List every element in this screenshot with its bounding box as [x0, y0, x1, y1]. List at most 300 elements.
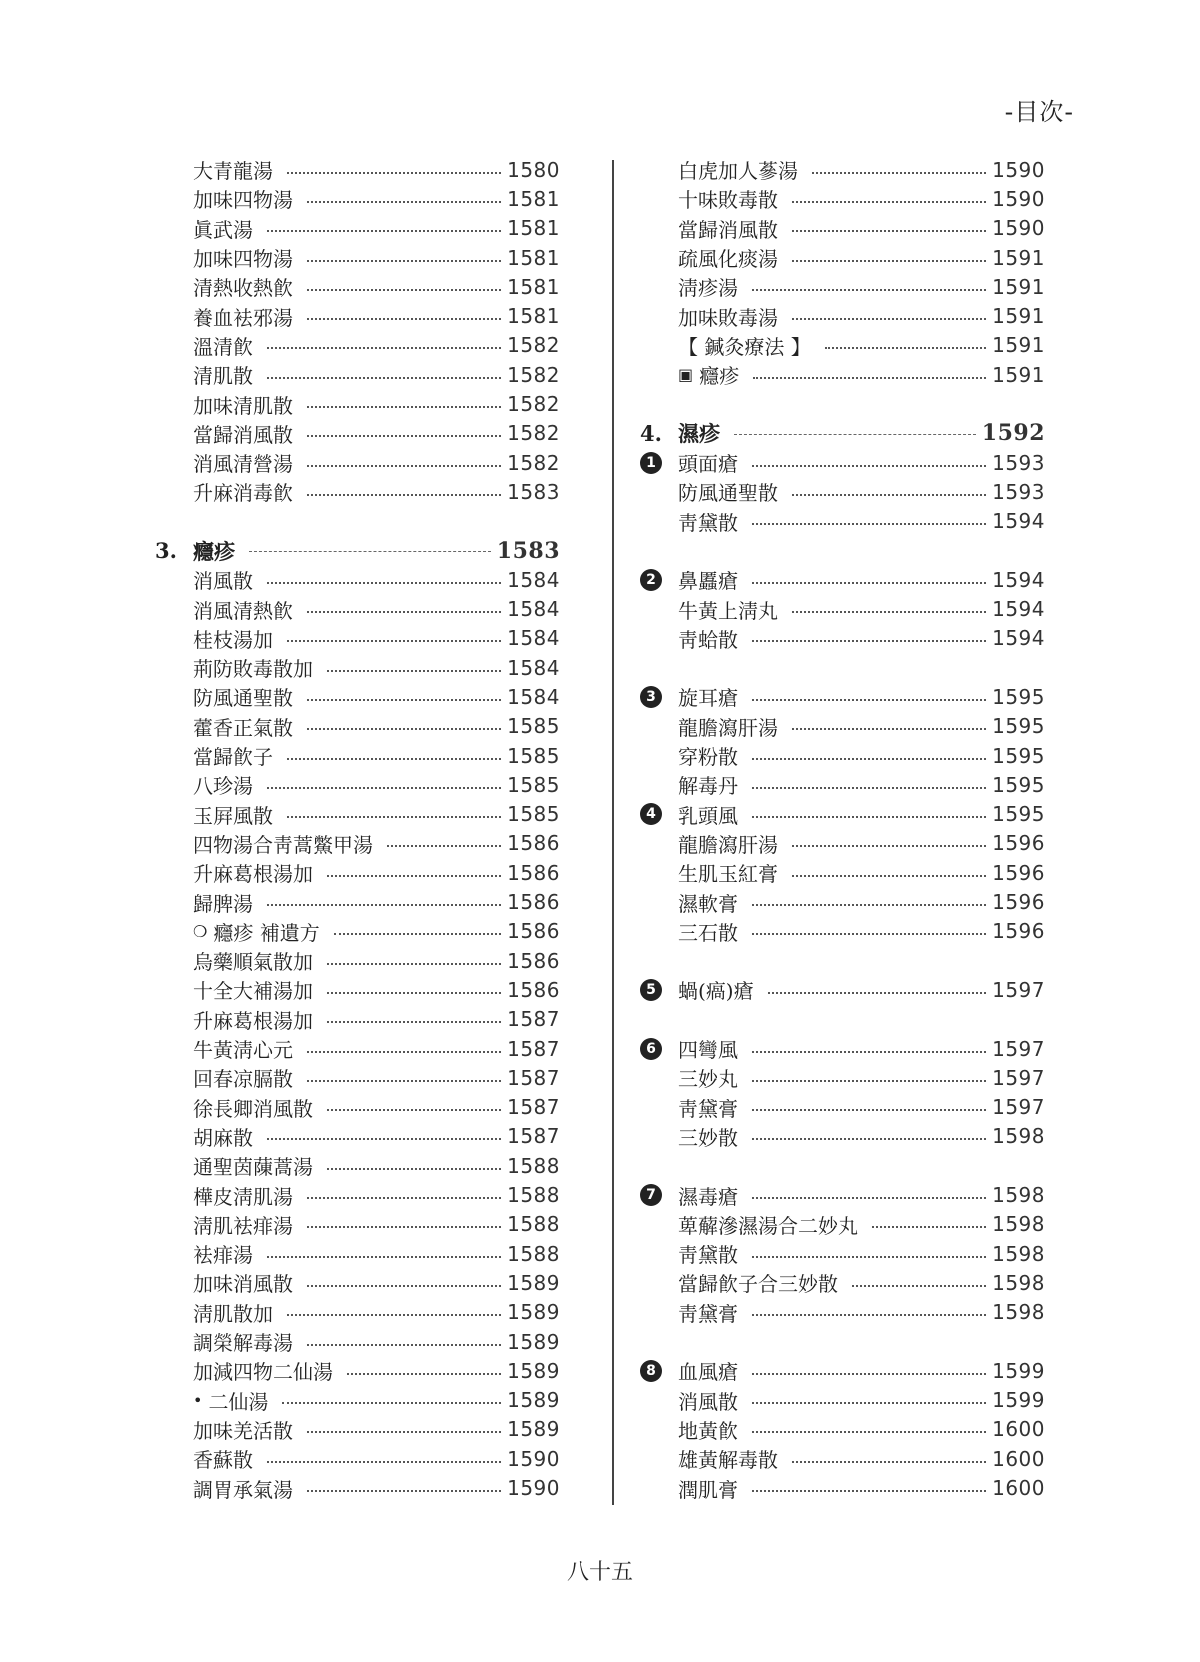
entry-title: 清熱收熱飮 [193, 276, 293, 301]
dot-leader [752, 1197, 986, 1199]
toc-entry [155, 1063, 560, 1092]
entry-title: 藿香正氣散 [193, 715, 293, 740]
spacer [640, 1151, 1045, 1180]
dot-leader [307, 1344, 501, 1346]
spacer [640, 536, 1045, 565]
entry-title: 養血袪邪湯 [193, 305, 293, 330]
dot-leader [752, 904, 986, 906]
toc-entry [155, 1180, 560, 1209]
toc-column-left [155, 155, 560, 1503]
spacer [640, 653, 1045, 682]
toc-entry [155, 594, 560, 623]
entry-marker: 3. [155, 538, 177, 563]
toc-entry [640, 184, 1045, 213]
dot-leader [307, 465, 501, 467]
toc-entry [640, 214, 1045, 243]
dot-leader [267, 582, 501, 584]
toc-entry [640, 1356, 1045, 1385]
toc-entry [640, 1034, 1045, 1063]
toc-entry [640, 331, 1045, 360]
dot-leader [287, 172, 501, 174]
page-ref: 1584 [507, 567, 560, 592]
toc-entry [640, 829, 1045, 858]
toc-entry [155, 360, 560, 389]
page-ref: 1587 [507, 1095, 560, 1120]
dot-leader [327, 1109, 501, 1111]
entry-title: 當歸消風散 [193, 422, 293, 447]
page-ref: 1589 [507, 1300, 560, 1325]
spacer [640, 946, 1045, 975]
entry-marker [640, 569, 678, 591]
page-ref: 1596 [992, 890, 1045, 915]
page-ref: 1582 [507, 362, 560, 387]
dot-leader [792, 230, 986, 232]
dot-leader [734, 434, 976, 435]
page-ref: 1589 [507, 1388, 560, 1413]
toc-entry [155, 653, 560, 682]
dot-leader [752, 699, 986, 701]
dot-leader [307, 494, 501, 496]
toc-entry [155, 887, 560, 916]
dot-leader [327, 670, 501, 672]
page-ref: 1598 [992, 1270, 1045, 1295]
dot-leader [752, 933, 986, 935]
dot-leader [792, 845, 986, 847]
dot-leader [327, 1168, 501, 1170]
toc-entry [155, 1122, 560, 1151]
toc-entry [155, 1473, 560, 1502]
toc-entry [155, 214, 560, 243]
toc-entry [155, 1415, 560, 1444]
section-title: 癮疹 [193, 538, 235, 564]
entry-title: 龍膽瀉肝湯 [678, 832, 778, 857]
page-ref: 1598 [992, 1241, 1045, 1266]
entry-title: 防風通聖散 [193, 686, 293, 711]
entry-title: 升麻葛根湯加 [193, 862, 313, 887]
dot-leader [752, 1051, 986, 1053]
page-ref: 1597 [992, 977, 1045, 1002]
entry-marker [640, 1360, 678, 1382]
toc-entry [155, 1093, 560, 1122]
dot-leader [267, 904, 501, 906]
dot-leader [287, 640, 501, 642]
entry-title: 血風瘡 [678, 1360, 738, 1385]
toc-entry [640, 448, 1045, 477]
dot-leader [752, 1402, 986, 1404]
entry-title: 加味四物湯 [193, 188, 293, 213]
toc-entry [155, 448, 560, 477]
toc-entry [640, 507, 1045, 536]
toc-entry [640, 624, 1045, 653]
dot-leader [752, 758, 986, 760]
page-ref: 1590 [992, 216, 1045, 241]
page-ref: 1586 [507, 831, 560, 856]
entry-marker [640, 686, 678, 708]
circled-number-badge: 7 [640, 1184, 662, 1206]
dot-leader [792, 611, 986, 613]
entry-title: 雄黃解毒散 [678, 1448, 778, 1473]
page-ref: 1587 [507, 1124, 560, 1149]
page-ref: 1591 [992, 362, 1045, 387]
dot-leader [327, 963, 501, 965]
toc-entry [155, 243, 560, 272]
page-ref: 1597 [992, 1065, 1045, 1090]
entry-title: 濕毒瘡 [678, 1184, 738, 1209]
entry-title: 四物湯合靑蒿鱉甲湯 [193, 832, 373, 857]
page-ref: 1591 [992, 245, 1045, 270]
entry-title: 三石散 [678, 920, 738, 945]
toc-entry [155, 301, 560, 330]
dot-leader [753, 377, 986, 379]
dot-leader [267, 230, 501, 232]
entry-title: 白虎加人蔘湯 [678, 159, 798, 184]
page-ref: 1582 [507, 421, 560, 446]
entry-title: 烏藥順氣散加 [193, 950, 313, 975]
entry-title: 消風清營湯 [193, 452, 293, 477]
page-ref: 1596 [992, 860, 1045, 885]
page-ref: 1600 [992, 1476, 1045, 1500]
entry-title: 升麻葛根湯加 [193, 1008, 313, 1033]
page-ref: 1588 [507, 1241, 560, 1266]
page-ref: 1584 [507, 626, 560, 651]
entry-title: 十全大補湯加 [193, 979, 313, 1004]
toc-entry [155, 1444, 560, 1473]
dot-leader [792, 875, 986, 877]
page-ref: 1590 [507, 1476, 560, 1500]
toc-entry [155, 946, 560, 975]
page-ref: 1589 [507, 1417, 560, 1442]
dot-leader [307, 1051, 501, 1053]
dot-leader [307, 1285, 501, 1287]
toc-entry [640, 477, 1045, 506]
entry-title: 三妙丸 [678, 1067, 738, 1092]
entry-title: 袪痱湯 [193, 1243, 253, 1268]
entry-title: 靑黛散 [678, 1243, 738, 1268]
dot-leader [267, 1138, 501, 1140]
entry-title: 淸肌袪痱湯 [193, 1213, 293, 1238]
dot-leader [307, 699, 501, 701]
page-ref: 1586 [507, 919, 560, 944]
page-ref: 1589 [507, 1358, 560, 1383]
toc-entry [155, 975, 560, 1004]
toc-entry [155, 800, 560, 829]
dot-leader [752, 1314, 986, 1316]
dot-leader [307, 289, 501, 291]
toc-entry [640, 565, 1045, 594]
dot-leader [752, 465, 986, 467]
dot-leader [792, 318, 986, 320]
entry-title: 加味羌活散 [193, 1418, 293, 1443]
entry-title: 穿粉散 [678, 745, 738, 770]
dot-leader [752, 816, 986, 818]
dot-leader [752, 787, 986, 789]
page-ref: 1586 [507, 977, 560, 1002]
toc-entry [155, 155, 560, 184]
page-ref: 1600 [992, 1446, 1045, 1471]
dot-leader [752, 523, 986, 525]
page-ref: 1593 [992, 450, 1045, 475]
toc-section-heading [155, 536, 560, 565]
page-ref: 1599 [992, 1358, 1045, 1383]
toc-entry [155, 1356, 560, 1385]
page-ref: 1585 [507, 772, 560, 797]
toc-entry [155, 1298, 560, 1327]
dot-leader [752, 640, 986, 642]
dot-leader [307, 406, 501, 408]
dot-leader [307, 260, 501, 262]
page-ref: 1595 [992, 743, 1045, 768]
toc-entry [640, 360, 1045, 389]
entry-title: 生肌玉紅膏 [678, 862, 778, 887]
toc-entry [640, 1444, 1045, 1473]
dot-leader [287, 758, 501, 760]
entry-title: 樺皮淸肌湯 [193, 1184, 293, 1209]
toc-entry [640, 800, 1045, 829]
dot-leader [307, 1431, 501, 1433]
page-ref: 1597 [992, 1036, 1045, 1061]
toc-entry [155, 741, 560, 770]
entry-title: 牛黃淸心元 [193, 1038, 293, 1063]
bullet-icon: • [193, 1390, 203, 1410]
dot-leader [792, 201, 986, 203]
entry-title: 加味敗毒湯 [678, 305, 778, 330]
toc-entry [155, 477, 560, 506]
toc-entry [155, 331, 560, 360]
toc-entry [640, 741, 1045, 770]
circled-number-badge: 2 [640, 569, 662, 591]
toc-entry [155, 1005, 560, 1034]
circled-number-badge: 4 [640, 803, 662, 825]
toc-entry [640, 272, 1045, 301]
entry-title: 回春凉膈散 [193, 1067, 293, 1092]
dot-leader [327, 875, 501, 877]
toc-entry [640, 1298, 1045, 1327]
dot-leader [334, 933, 501, 935]
page-ref: 1582 [507, 450, 560, 475]
page-ref: 1598 [992, 1124, 1045, 1149]
dot-leader [752, 1080, 986, 1082]
entry-title: 香蘇散 [193, 1448, 253, 1473]
entry-title: 消風散 [193, 569, 253, 594]
page-ref: 1586 [507, 860, 560, 885]
page-ref: 1595 [992, 802, 1045, 827]
entry-title: 當歸飮子 [193, 745, 273, 770]
toc-entry [640, 770, 1045, 799]
dot-leader [249, 551, 491, 552]
toc-entry [155, 712, 560, 741]
dot-leader [307, 1490, 501, 1492]
dot-leader [752, 1490, 986, 1492]
page-ref: 1588 [507, 1183, 560, 1208]
circled-number-badge: 5 [640, 979, 662, 1001]
toc-entry [640, 712, 1045, 741]
entry-title: 歸脾湯 [193, 891, 253, 916]
entry-title: 濕軟膏 [678, 891, 738, 916]
entry-title: 眞武湯 [193, 217, 253, 242]
toc-entry [640, 1473, 1045, 1502]
entry-title: 徐長卿消風散 [193, 1096, 313, 1121]
page-ref: 1584 [507, 655, 560, 680]
toc-entry [640, 1063, 1045, 1092]
page-ref: 1581 [507, 245, 560, 270]
toc-entry [155, 1385, 560, 1414]
entry-title: 解毒丹 [678, 774, 738, 799]
entry-title: 潤肌膏 [678, 1477, 738, 1502]
page-ref: 1598 [992, 1183, 1045, 1208]
entry-title: 淸肌散加 [193, 1301, 273, 1326]
toc-entry [155, 1210, 560, 1239]
circled-number-badge: 1 [640, 452, 662, 474]
dot-leader [752, 289, 986, 291]
page-ref: 1594 [992, 597, 1045, 622]
page-ref: 1594 [992, 567, 1045, 592]
toc-entry [640, 1093, 1045, 1122]
page-ref: 1582 [507, 392, 560, 417]
bullet-icon: ❍ [193, 921, 208, 941]
toc-entry [640, 301, 1045, 330]
page-ref: 1593 [992, 479, 1045, 504]
entry-title: 加減四物二仙湯 [193, 1360, 333, 1385]
page-ref: 1581 [507, 274, 560, 299]
dot-leader [327, 1021, 501, 1023]
toc-entry [640, 594, 1045, 623]
page-ref: 1587 [507, 1007, 560, 1032]
page-ref: 1584 [507, 684, 560, 709]
page-ref: 1594 [992, 509, 1045, 534]
entry-title: 通聖茵蔯蒿湯 [193, 1155, 313, 1180]
toc-entry [155, 682, 560, 711]
entry-title: 加味清肌散 [193, 393, 293, 418]
page-ref: 1594 [992, 626, 1045, 651]
dot-leader [792, 260, 986, 262]
spacer [155, 507, 560, 536]
entry-title: 蝸(瘑)瘡 [678, 979, 754, 1004]
spacer [640, 1005, 1045, 1034]
toc-entry [155, 419, 560, 448]
entry-title: 溫清飮 [193, 334, 253, 359]
entry-title: 靑黛膏 [678, 1096, 738, 1121]
section-title: 濕疹 [678, 421, 720, 447]
entry-marker [640, 979, 678, 1001]
entry-marker [640, 452, 678, 474]
entry-title: 清肌散 [193, 364, 253, 389]
entry-title: 旋耳瘡 [678, 686, 738, 711]
entry-title: 鼻䘌瘡 [678, 569, 738, 594]
dot-leader [812, 172, 986, 174]
entry-title: 靑黛散 [678, 510, 738, 535]
dot-leader [267, 377, 501, 379]
toc-entry [155, 829, 560, 858]
dot-leader [872, 1226, 986, 1228]
toc-entry [155, 917, 560, 946]
dot-leader [792, 1461, 986, 1463]
toc-entry [640, 243, 1045, 272]
toc-entry [155, 184, 560, 213]
dot-leader [287, 1314, 501, 1316]
page-ref: 1596 [992, 831, 1045, 856]
dot-leader [752, 1373, 986, 1375]
page-ref: 1591 [992, 333, 1045, 358]
toc-entry [640, 155, 1045, 184]
spacer [640, 389, 1045, 418]
entry-title: 加味消風散 [193, 1272, 293, 1297]
toc-section-heading [640, 419, 1045, 448]
entry-title: 四彎風 [678, 1038, 738, 1063]
page-ref: 1581 [507, 304, 560, 329]
toc-entry [155, 858, 560, 887]
dot-leader [387, 845, 501, 847]
page-number: 八十五 [566, 1560, 633, 1585]
dot-leader [307, 435, 501, 437]
toc-entry [640, 975, 1045, 1004]
page-ref: 1597 [992, 1095, 1045, 1120]
entry-title: 三妙散 [678, 1125, 738, 1150]
circled-number-badge: 8 [640, 1360, 662, 1382]
entry-title: 荊防敗毒散加 [193, 657, 313, 682]
circled-number-badge: 3 [640, 686, 662, 708]
page-ref: 1585 [507, 714, 560, 739]
dot-leader [752, 1431, 986, 1433]
page-ref: 1588 [507, 1153, 560, 1178]
page-ref: 1591 [992, 274, 1045, 299]
toc-entry [155, 389, 560, 418]
entry-marker: 4. [640, 420, 662, 446]
page-ref: 1586 [507, 948, 560, 973]
entry-title: 玉屛風散 [193, 803, 273, 828]
spacer [640, 1327, 1045, 1356]
dot-leader [825, 347, 986, 349]
dot-leader [852, 1285, 986, 1287]
circled-number-badge: 6 [640, 1038, 662, 1060]
page-ref: 1581 [507, 186, 560, 211]
bullet-icon: ▣ [678, 365, 694, 385]
page-ref: 1585 [507, 743, 560, 768]
entry-title: 調榮解毒湯 [193, 1331, 293, 1356]
toc-entry [155, 1034, 560, 1063]
page-ref: 1591 [992, 304, 1045, 329]
page-ref: 1589 [507, 1270, 560, 1295]
entry-title: 地黃飮 [678, 1418, 738, 1443]
page-ref: 1585 [507, 802, 560, 827]
entry-title: 頭面瘡 [678, 452, 738, 477]
dot-leader [768, 992, 986, 994]
toc-entry [155, 1151, 560, 1180]
page-ref: 1581 [507, 216, 560, 241]
entry-title: 大青龍湯 [193, 159, 273, 184]
toc-entry [155, 565, 560, 594]
entry-title: 胡麻散 [193, 1125, 253, 1150]
toc-entry [155, 624, 560, 653]
dot-leader [307, 1197, 501, 1199]
entry-title: 癮疹 補遺方 [213, 920, 320, 945]
dot-leader [267, 787, 501, 789]
entry-title: 升麻消毒飮 [193, 481, 293, 506]
entry-title: 牛黃上淸丸 [678, 598, 778, 623]
entry-marker [640, 1038, 678, 1060]
dot-leader [267, 1461, 501, 1463]
entry-title: 【 鍼灸療法 】 [678, 334, 811, 359]
entry-title: 當歸消風散 [678, 217, 778, 242]
toc-entry [640, 1180, 1045, 1209]
toc-entry [640, 1122, 1045, 1151]
toc-entry [640, 1239, 1045, 1268]
dot-leader [307, 201, 501, 203]
page-ref: 1590 [992, 157, 1045, 182]
toc-entry [640, 858, 1045, 887]
entry-title: 淸疹湯 [678, 276, 738, 301]
toc-entry [155, 1327, 560, 1356]
entry-title: 八珍湯 [193, 774, 253, 799]
